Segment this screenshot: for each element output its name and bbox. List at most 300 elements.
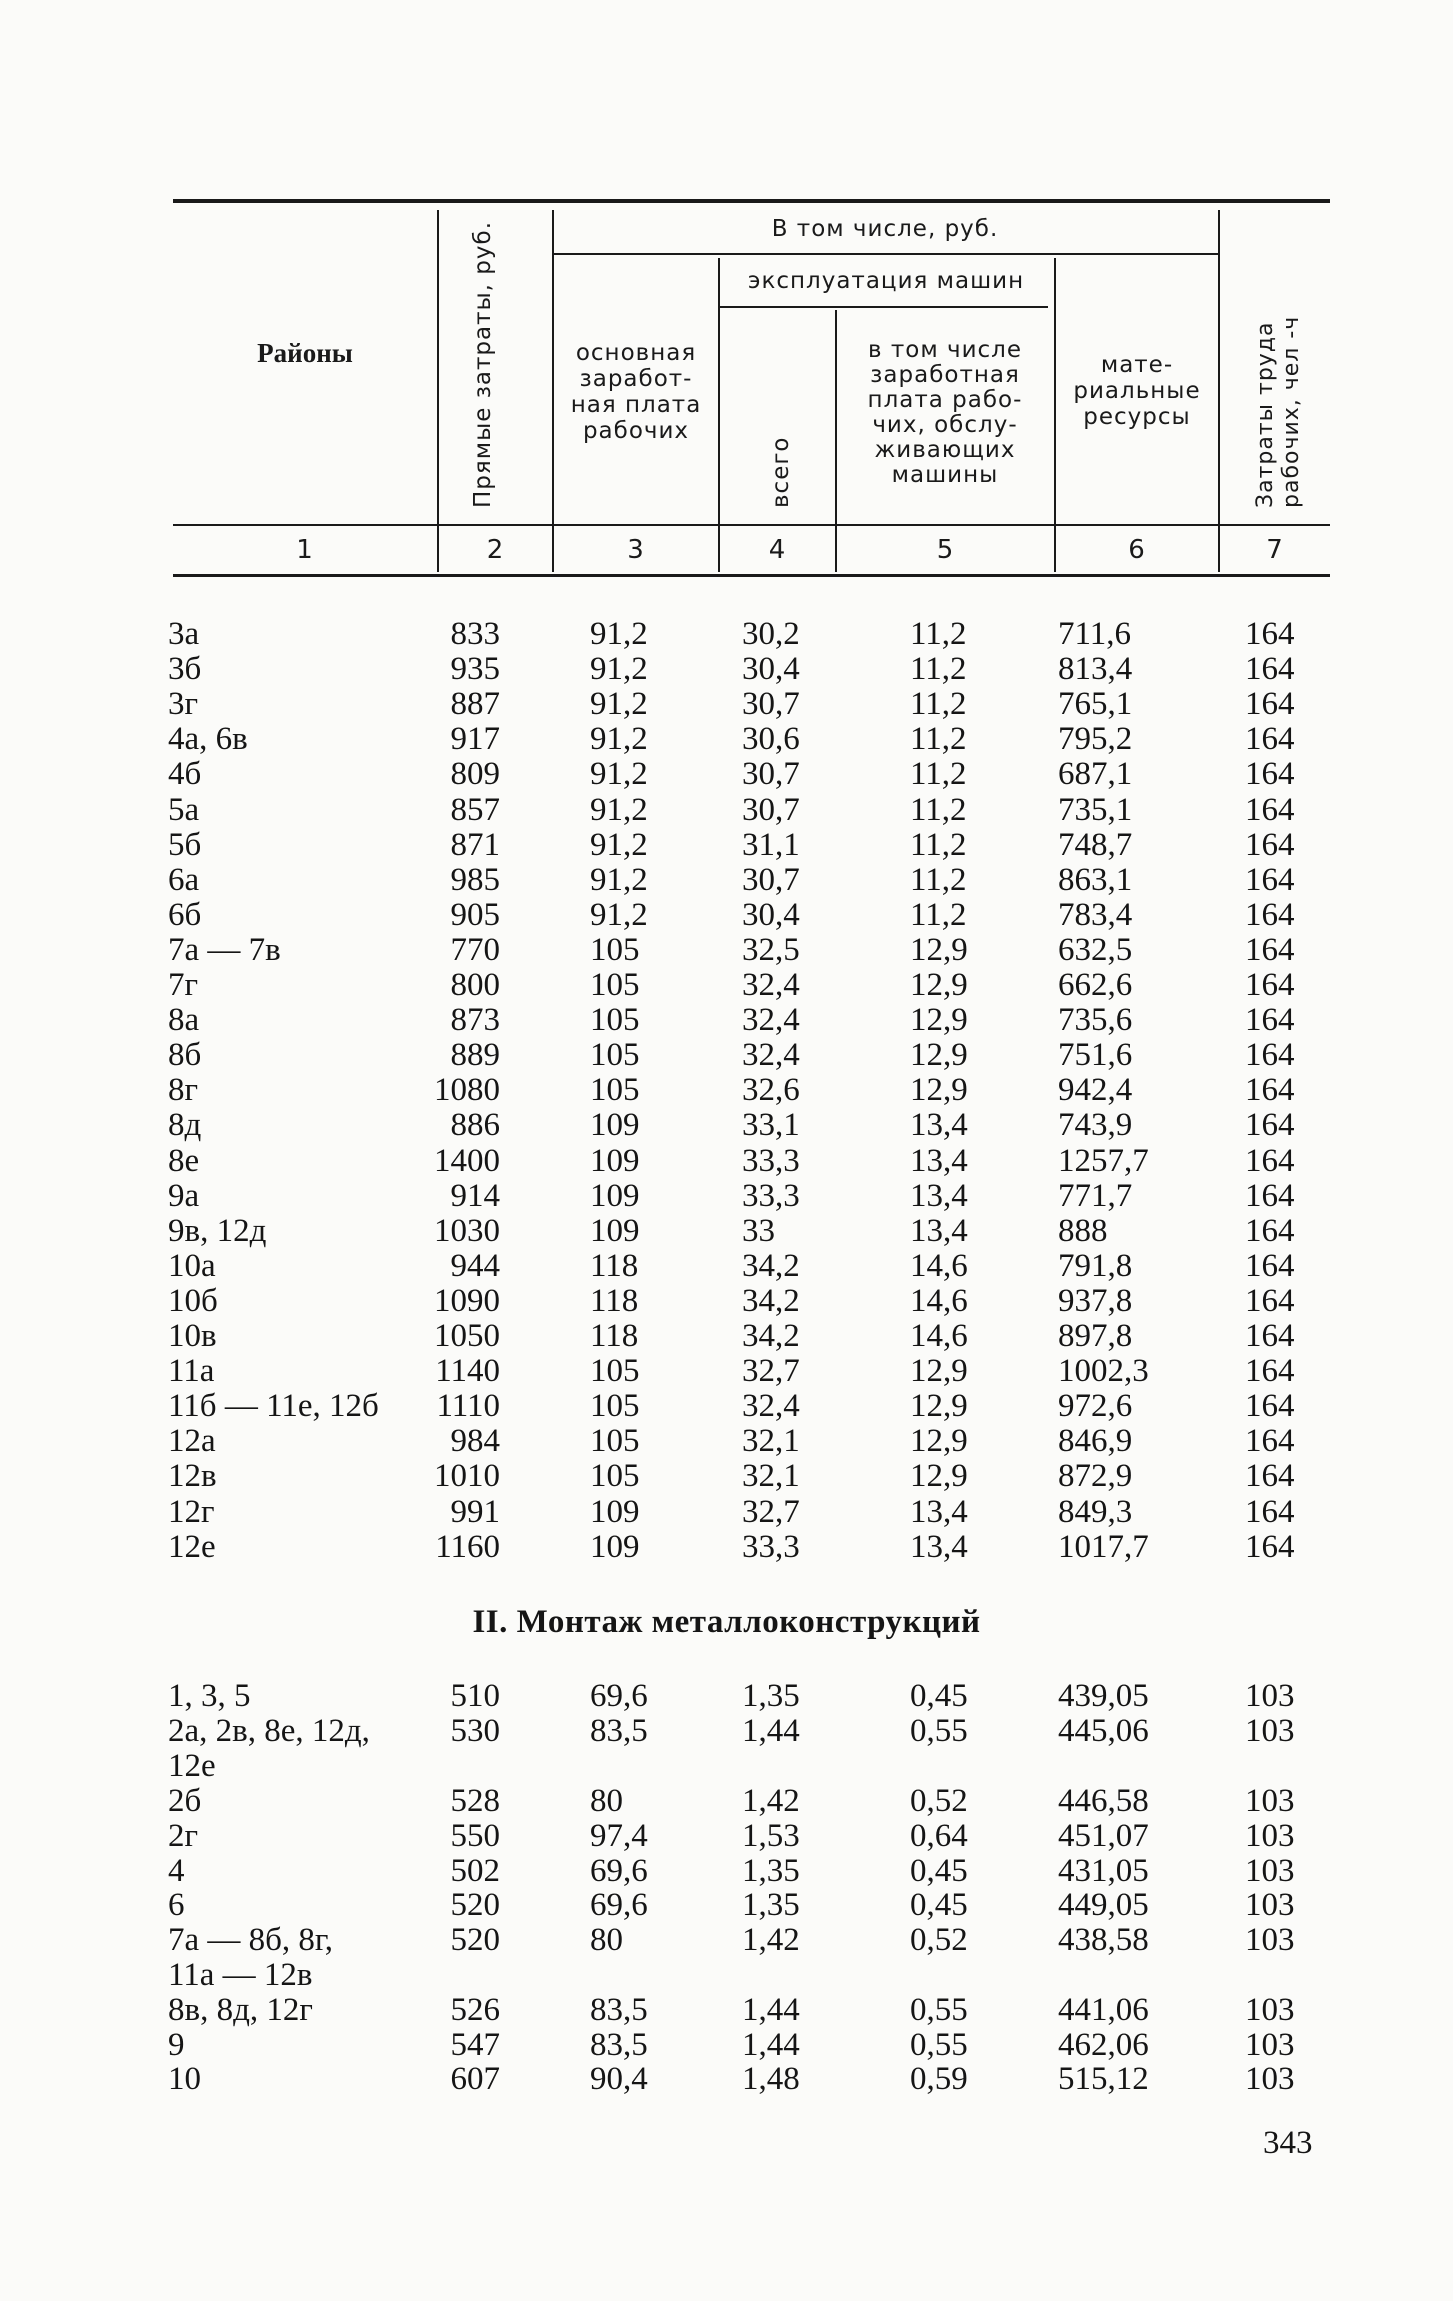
cell-direct-costs: 1050 <box>434 1318 500 1354</box>
cell-district: 10в <box>168 1318 217 1354</box>
table-row <box>0 1495 1453 1530</box>
cell-operator-wages: 12,9 <box>910 1037 968 1074</box>
cell-operator-wages: 12,9 <box>910 967 968 1003</box>
table-row <box>0 1319 1453 1354</box>
cell-labor-costs: 164 <box>1245 1072 1295 1109</box>
cell-operator-wages: 12,9 <box>910 1002 968 1039</box>
cell-district-continued: 11а — 12в <box>168 1957 313 1993</box>
cell-labor-costs: 103 <box>1245 1818 1295 1854</box>
cell-district: 12г <box>168 1493 215 1530</box>
table-row <box>0 898 1453 933</box>
cell-direct-costs: 914 <box>450 1177 500 1214</box>
cell-direct-costs: 520 <box>450 1887 500 1923</box>
cell-district: 11а <box>168 1353 215 1390</box>
table-row <box>0 1073 1453 1108</box>
cell-materials: 632,5 <box>1058 931 1133 968</box>
cell-materials: 942,4 <box>1058 1072 1133 1109</box>
cell-machines-total: 32,7 <box>742 1493 800 1530</box>
table-row <box>0 1819 1453 1854</box>
vrule-2 <box>552 210 554 572</box>
header-machines-total: всего <box>768 436 794 508</box>
cell-machines-total: 34,2 <box>742 1247 800 1284</box>
cell-labor-costs: 164 <box>1245 1037 1295 1074</box>
table-row <box>0 1038 1453 1073</box>
cell-labor-costs: 164 <box>1245 1318 1295 1354</box>
cell-district: 8е <box>168 1142 200 1179</box>
table-row <box>0 1284 1453 1319</box>
cell-base-wages: 91,2 <box>590 826 648 863</box>
cell-materials: 1002,3 <box>1058 1353 1149 1390</box>
cell-operator-wages: 11,2 <box>910 791 967 828</box>
table-row <box>0 828 1453 863</box>
cell-operator-wages: 14,6 <box>910 1318 968 1354</box>
cell-operator-wages: 13,4 <box>910 1177 968 1214</box>
cell-direct-costs: 886 <box>450 1107 500 1144</box>
table-row <box>0 1922 1453 1993</box>
cell-labor-costs: 164 <box>1245 931 1295 968</box>
cell-direct-costs: 873 <box>450 1002 500 1039</box>
cell-direct-costs: 809 <box>450 756 500 793</box>
cell-district: 7а — 8б, 8г, <box>168 1922 333 1958</box>
cell-direct-costs: 991 <box>450 1493 500 1530</box>
cell-materials: 451,07 <box>1058 1818 1149 1854</box>
cell-labor-costs: 164 <box>1245 826 1295 863</box>
cell-machines-total: 32,5 <box>742 931 800 968</box>
cell-machines-total: 1,35 <box>742 1853 800 1889</box>
table-row <box>0 1784 1453 1819</box>
table-row <box>0 968 1453 1003</box>
cell-base-wages: 91,2 <box>590 721 648 758</box>
cell-labor-costs: 103 <box>1245 1783 1295 1819</box>
cell-materials: 897,8 <box>1058 1318 1133 1354</box>
cell-machines-total: 32,4 <box>742 1388 800 1425</box>
header-including-group: В том числе, руб. <box>771 216 999 242</box>
cell-district: 12в <box>168 1458 217 1495</box>
cell-base-wages: 105 <box>590 1072 640 1109</box>
cell-district: 10б <box>168 1282 218 1319</box>
cell-base-wages: 105 <box>590 1002 640 1039</box>
cell-district: 2г <box>168 1818 199 1854</box>
cell-district: 12а <box>168 1423 216 1460</box>
cell-materials: 446,58 <box>1058 1783 1149 1819</box>
cell-direct-costs: 917 <box>450 721 500 758</box>
cell-machines-total: 32,4 <box>742 967 800 1003</box>
vrule-4 <box>835 310 837 572</box>
cell-labor-costs: 103 <box>1245 1887 1295 1923</box>
cell-district: 7а — 7в <box>168 931 281 968</box>
column-number-3: 3 <box>627 535 645 565</box>
cell-base-wages: 105 <box>590 1388 640 1425</box>
cell-machines-total: 30,2 <box>742 616 800 652</box>
cell-labor-costs: 103 <box>1245 1713 1295 1749</box>
cell-machines-total: 34,2 <box>742 1318 800 1354</box>
cell-materials: 431,05 <box>1058 1853 1149 1889</box>
cell-district: 8г <box>168 1072 199 1109</box>
table-row <box>0 757 1453 792</box>
cell-district: 5а <box>168 791 200 828</box>
cell-base-wages: 91,2 <box>590 616 648 652</box>
cell-materials: 751,6 <box>1058 1037 1133 1074</box>
cell-operator-wages: 0,64 <box>910 1818 968 1854</box>
rule-under-group-title <box>552 253 1218 255</box>
table-row <box>0 1144 1453 1179</box>
cell-labor-costs: 103 <box>1245 1992 1295 2028</box>
cell-machines-total: 1,44 <box>742 1713 800 1749</box>
cell-machines-total: 32,7 <box>742 1353 800 1390</box>
cell-operator-wages: 0,45 <box>910 1853 968 1889</box>
cell-machines-total: 33,1 <box>742 1107 800 1144</box>
table-row <box>0 1214 1453 1249</box>
cell-base-wages: 105 <box>590 1458 640 1495</box>
cell-direct-costs: 530 <box>450 1713 500 1749</box>
cell-materials: 972,6 <box>1058 1388 1133 1425</box>
cell-labor-costs: 164 <box>1245 1282 1295 1319</box>
cell-district: 2а, 2в, 8е, 12д, <box>168 1713 370 1749</box>
cell-direct-costs: 607 <box>450 2061 500 2097</box>
cell-district: 6б <box>168 896 202 933</box>
cell-labor-costs: 103 <box>1245 1678 1295 1714</box>
cell-base-wages: 91,2 <box>590 861 648 898</box>
cell-labor-costs: 103 <box>1245 1853 1295 1889</box>
cell-operator-wages: 11,2 <box>910 721 967 758</box>
header-direct-costs: Прямые затраты, руб. <box>470 220 496 508</box>
cell-direct-costs: 871 <box>450 826 500 863</box>
cell-labor-costs: 103 <box>1245 2027 1295 2063</box>
cell-operator-wages: 11,2 <box>910 686 967 723</box>
cell-base-wages: 91,2 <box>590 686 648 723</box>
cell-labor-costs: 164 <box>1245 1388 1295 1425</box>
table-row <box>0 1424 1453 1459</box>
header-labor-costs: Затраты труда рабочих, чел -ч <box>1253 315 1304 508</box>
cell-operator-wages: 12,9 <box>910 1423 968 1460</box>
cell-labor-costs: 164 <box>1245 1212 1295 1249</box>
vrule-3 <box>718 258 720 572</box>
cell-base-wages: 91,2 <box>590 756 648 793</box>
cell-base-wages: 105 <box>590 931 640 968</box>
cell-materials: 795,2 <box>1058 721 1133 758</box>
cell-labor-costs: 164 <box>1245 791 1295 828</box>
cell-machines-total: 30,4 <box>742 651 800 688</box>
vrule-6 <box>1218 210 1220 572</box>
cell-materials: 438,58 <box>1058 1922 1149 1958</box>
table-row <box>0 1459 1453 1494</box>
cell-district: 10а <box>168 1247 216 1284</box>
table-row <box>0 933 1453 968</box>
cell-operator-wages: 11,2 <box>910 896 967 933</box>
cell-materials: 863,1 <box>1058 861 1133 898</box>
cell-base-wages: 105 <box>590 967 640 1003</box>
column-number-6: 6 <box>1128 535 1146 565</box>
vrule-1 <box>437 210 439 572</box>
cell-base-wages: 91,2 <box>590 896 648 933</box>
cell-materials: 662,6 <box>1058 967 1133 1003</box>
cell-machines-total: 1,35 <box>742 1887 800 1923</box>
cell-district: 6а <box>168 861 200 898</box>
cell-base-wages: 69,6 <box>590 1678 648 1714</box>
cell-base-wages: 83,5 <box>590 2027 648 2063</box>
cell-operator-wages: 12,9 <box>910 1458 968 1495</box>
cell-machines-total: 34,2 <box>742 1282 800 1319</box>
cell-base-wages: 109 <box>590 1493 640 1530</box>
cell-materials: 783,4 <box>1058 896 1133 933</box>
table-row <box>0 2028 1453 2063</box>
cell-operator-wages: 0,55 <box>910 1992 968 2028</box>
cell-district: 5б <box>168 826 202 863</box>
cell-base-wages: 109 <box>590 1142 640 1179</box>
cell-base-wages: 118 <box>590 1282 639 1319</box>
cell-direct-costs: 550 <box>450 1818 500 1854</box>
cell-operator-wages: 14,6 <box>910 1247 968 1284</box>
table-row <box>0 1389 1453 1424</box>
cell-materials: 849,3 <box>1058 1493 1133 1530</box>
cell-direct-costs: 935 <box>450 651 500 688</box>
cell-base-wages: 105 <box>590 1037 640 1074</box>
cell-operator-wages: 13,4 <box>910 1107 968 1144</box>
cell-direct-costs: 547 <box>450 2027 500 2063</box>
table-row <box>0 687 1453 722</box>
cell-labor-costs: 164 <box>1245 1142 1295 1179</box>
cell-district: 10 <box>168 2061 201 2097</box>
cell-base-wages: 105 <box>590 1423 640 1460</box>
cell-operator-wages: 11,2 <box>910 616 967 652</box>
cell-district: 8б <box>168 1037 202 1074</box>
cell-materials: 846,9 <box>1058 1423 1133 1460</box>
cell-machines-total: 31,1 <box>742 826 800 863</box>
header-top-rule <box>173 199 1330 203</box>
cell-direct-costs: 520 <box>450 1922 500 1958</box>
table-row <box>0 793 1453 828</box>
cell-machines-total: 1,42 <box>742 1783 800 1819</box>
header-operator-wages: в том числе заработная плата рабо- чих, обслу- живающих машины <box>867 337 1023 488</box>
cell-operator-wages: 12,9 <box>910 931 968 968</box>
cell-operator-wages: 11,2 <box>910 651 967 688</box>
cell-base-wages: 83,5 <box>590 1992 648 2028</box>
column-number-2: 2 <box>486 535 505 565</box>
cell-operator-wages: 12,9 <box>910 1388 968 1425</box>
cell-labor-costs: 164 <box>1245 896 1295 933</box>
cell-direct-costs: 1110 <box>436 1388 500 1425</box>
vrule-5 <box>1054 258 1056 572</box>
cell-labor-costs: 164 <box>1245 1423 1295 1460</box>
section-title: II. Монтаж металлоконструкций <box>472 1604 981 1640</box>
cell-direct-costs: 502 <box>450 1853 500 1889</box>
cell-materials: 743,9 <box>1058 1107 1133 1144</box>
table-row <box>0 863 1453 898</box>
cell-direct-costs: 1010 <box>434 1458 500 1495</box>
table-row <box>0 1713 1453 1784</box>
cell-machines-total: 30,7 <box>742 861 800 898</box>
cell-materials: 1257,7 <box>1058 1142 1149 1179</box>
cell-direct-costs: 833 <box>450 616 500 652</box>
header-materials: мате- риальные ресурсы <box>1073 352 1201 430</box>
cell-direct-costs: 526 <box>450 1992 500 2028</box>
cell-labor-costs: 164 <box>1245 861 1295 898</box>
cell-operator-wages: 14,6 <box>910 1282 968 1319</box>
cell-district: 3а <box>168 616 200 652</box>
column-number-1: 1 <box>296 535 314 565</box>
table-row <box>0 652 1453 687</box>
table-row <box>0 1854 1453 1889</box>
cell-base-wages: 109 <box>590 1212 640 1249</box>
cell-direct-costs: 1140 <box>435 1353 500 1390</box>
cell-operator-wages: 12,9 <box>910 1353 968 1390</box>
cell-materials: 937,8 <box>1058 1282 1133 1319</box>
cell-machines-total: 1,48 <box>742 2061 800 2097</box>
cell-labor-costs: 164 <box>1245 1493 1295 1530</box>
cell-machines-total: 30,7 <box>742 791 800 828</box>
cell-materials: 765,1 <box>1058 686 1133 723</box>
header-districts: Районы <box>257 338 353 368</box>
cell-labor-costs: 164 <box>1245 1177 1295 1214</box>
cell-machines-total: 33,3 <box>742 1142 800 1179</box>
cell-district: 8д <box>168 1107 202 1144</box>
cell-labor-costs: 103 <box>1245 2061 1295 2097</box>
table-row <box>0 1354 1453 1389</box>
cell-machines-total: 32,1 <box>742 1458 800 1495</box>
cell-district: 9а <box>168 1177 200 1214</box>
table-row <box>0 1003 1453 1038</box>
cell-operator-wages: 11,2 <box>910 756 967 793</box>
rule-under-machines-title <box>718 306 1048 308</box>
cell-labor-costs: 164 <box>1245 1353 1295 1390</box>
table-row <box>0 722 1453 757</box>
cell-materials: 735,1 <box>1058 791 1133 828</box>
cell-machines-total: 32,4 <box>742 1002 800 1039</box>
cell-materials: 441,06 <box>1058 1992 1149 2028</box>
cell-direct-costs: 1090 <box>434 1282 500 1319</box>
cell-labor-costs: 164 <box>1245 967 1295 1003</box>
cell-district: 12е <box>168 1528 216 1565</box>
cell-materials: 1017,7 <box>1058 1528 1149 1565</box>
cell-operator-wages: 0,45 <box>910 1887 968 1923</box>
cell-materials: 771,7 <box>1058 1177 1133 1214</box>
cell-district: 4а, 6в <box>168 721 248 758</box>
cell-base-wages: 91,2 <box>590 791 648 828</box>
cell-operator-wages: 0,59 <box>910 2061 968 2097</box>
cell-materials: 445,06 <box>1058 1713 1149 1749</box>
cell-direct-costs: 984 <box>450 1423 500 1460</box>
cell-district: 6 <box>168 1887 185 1923</box>
cell-materials: 813,4 <box>1058 651 1133 688</box>
cell-district: 3б <box>168 651 202 688</box>
table-row <box>0 617 1453 652</box>
cell-machines-total: 33,3 <box>742 1177 800 1214</box>
cell-operator-wages: 12,9 <box>910 1072 968 1109</box>
cell-base-wages: 118 <box>590 1318 639 1354</box>
header-machine-operation-group: эксплуатация машин <box>747 268 1025 294</box>
cell-direct-costs: 889 <box>450 1037 500 1074</box>
cell-labor-costs: 164 <box>1245 1107 1295 1144</box>
cell-materials: 735,6 <box>1058 1002 1133 1039</box>
cell-direct-costs: 528 <box>450 1783 500 1819</box>
cell-direct-costs: 510 <box>450 1678 500 1714</box>
rule-above-column-numbers <box>173 524 1330 526</box>
cell-labor-costs: 164 <box>1245 721 1295 758</box>
cell-machines-total: 1,44 <box>742 1992 800 2028</box>
column-number-5: 5 <box>936 535 955 565</box>
cell-machines-total: 30,7 <box>742 686 800 723</box>
cell-district-continued: 12е <box>168 1748 216 1784</box>
cell-district: 2б <box>168 1783 202 1819</box>
cell-materials: 462,06 <box>1058 2027 1149 2063</box>
cell-labor-costs: 164 <box>1245 1002 1295 1039</box>
rule-under-column-numbers <box>173 574 1330 577</box>
cell-materials: 888 <box>1058 1212 1108 1249</box>
cell-machines-total: 1,53 <box>742 1818 800 1854</box>
cell-district: 3г <box>168 686 199 723</box>
cell-machines-total: 33,3 <box>742 1528 800 1565</box>
cell-machines-total: 33 <box>742 1212 775 1249</box>
table-row <box>0 1108 1453 1143</box>
cell-labor-costs: 164 <box>1245 651 1295 688</box>
cell-district: 8а <box>168 1002 200 1039</box>
cell-materials: 791,8 <box>1058 1247 1133 1284</box>
cell-machines-total: 32,1 <box>742 1423 800 1460</box>
cell-base-wages: 90,4 <box>590 2061 648 2097</box>
cell-direct-costs: 905 <box>450 896 500 933</box>
cell-operator-wages: 13,4 <box>910 1528 968 1565</box>
cell-operator-wages: 13,4 <box>910 1142 968 1179</box>
cell-operator-wages: 0,55 <box>910 1713 968 1749</box>
cell-machines-total: 30,6 <box>742 721 800 758</box>
cell-district: 1, 3, 5 <box>168 1678 251 1714</box>
cell-direct-costs: 857 <box>450 791 500 828</box>
cell-machines-total: 32,4 <box>742 1037 800 1074</box>
cell-operator-wages: 0,52 <box>910 1922 968 1958</box>
cell-materials: 449,05 <box>1058 1887 1149 1923</box>
cell-base-wages: 69,6 <box>590 1853 648 1889</box>
cell-machines-total: 1,44 <box>742 2027 800 2063</box>
cell-operator-wages: 0,55 <box>910 2027 968 2063</box>
cell-direct-costs: 800 <box>450 967 500 1003</box>
table-row <box>0 1530 1453 1565</box>
cell-base-wages: 69,6 <box>590 1887 648 1923</box>
table-row <box>0 1993 1453 2028</box>
cell-base-wages: 83,5 <box>590 1713 648 1749</box>
cell-materials: 515,12 <box>1058 2061 1149 2097</box>
cell-materials: 687,1 <box>1058 756 1133 793</box>
cell-labor-costs: 164 <box>1245 1458 1295 1495</box>
cell-district: 9 <box>168 2027 185 2063</box>
cell-labor-costs: 103 <box>1245 1922 1295 1958</box>
cell-operator-wages: 11,2 <box>910 861 967 898</box>
cell-direct-costs: 985 <box>450 861 500 898</box>
page-number: 343 <box>1263 2125 1313 2161</box>
column-number-7: 7 <box>1266 535 1284 565</box>
cell-labor-costs: 164 <box>1245 1528 1295 1565</box>
cell-operator-wages: 0,45 <box>910 1678 968 1714</box>
cell-direct-costs: 887 <box>450 686 500 723</box>
table-row <box>0 1249 1453 1284</box>
table-row <box>0 1179 1453 1214</box>
cell-operator-wages: 11,2 <box>910 826 967 863</box>
cell-base-wages: 118 <box>590 1247 639 1284</box>
cell-labor-costs: 164 <box>1245 1247 1295 1284</box>
cell-base-wages: 109 <box>590 1528 640 1565</box>
cell-machines-total: 32,6 <box>742 1072 800 1109</box>
cell-materials: 711,6 <box>1058 616 1132 652</box>
cell-materials: 872,9 <box>1058 1458 1133 1495</box>
cell-labor-costs: 164 <box>1245 616 1295 652</box>
cell-machines-total: 1,35 <box>742 1678 800 1714</box>
header-base-wages: основная заработ- ная плата рабочих <box>570 340 702 444</box>
cell-direct-costs: 1160 <box>435 1528 500 1565</box>
cell-district: 11б — 11е, 12б <box>168 1388 379 1425</box>
cell-base-wages: 91,2 <box>590 651 648 688</box>
cell-direct-costs: 944 <box>450 1247 500 1284</box>
cell-district: 8в, 8д, 12г <box>168 1992 313 2028</box>
cell-district: 4б <box>168 756 202 793</box>
